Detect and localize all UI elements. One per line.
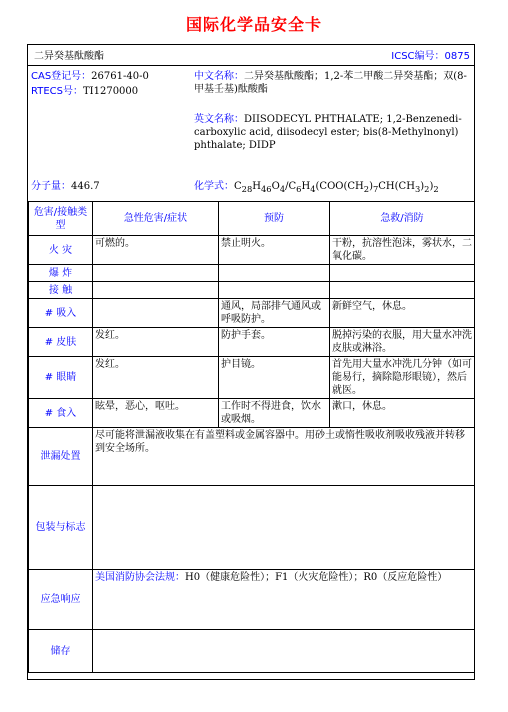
row-symptom (93, 282, 219, 299)
rtecs-value: TI1270000 (82, 86, 139, 97)
mw-value: 446.7 (71, 181, 100, 192)
chinese-name-value: 二异癸基酞酸酯；1,2-苯二甲酸二异癸基酯；双(8-甲基壬基)酞酸酯 (194, 71, 467, 95)
packaging-text (93, 486, 475, 570)
row-symptom (93, 265, 219, 282)
table-row (29, 357, 475, 399)
chemical-name-header: 二异癸基酞酸酯 (34, 51, 104, 62)
row-aid: 新鲜空气，休息。 (330, 299, 475, 328)
table-row (29, 328, 475, 357)
spill-text: 尽可能将泄漏液收集在有盖塑料或金属容器中。用砂土或惰性吸收剂吸收残液并转移到安全场所。 (93, 428, 475, 486)
icsc-label: ICSC编号： (391, 51, 445, 62)
icsc-value: 0875 (444, 51, 470, 62)
row-prevent: 禁止明火。 (219, 236, 330, 265)
row-symptom: 可燃的。 (93, 236, 219, 265)
row-type: 火 灾 (29, 236, 93, 265)
emergency-text (93, 570, 475, 630)
storage-text (93, 630, 475, 673)
row-prevent: 护目镜。 (219, 357, 330, 399)
chemical-formula (194, 180, 439, 196)
formula-value: $C_{28}H_{46}O_4/C_6H_4(COO(CH_2)_7CH(CH_3)_2)_2$ (234, 181, 439, 194)
header-aid: 急救/消防 (330, 202, 475, 236)
row-prevent (219, 282, 330, 299)
storage-row (29, 630, 475, 673)
row-aid: 首先用大量水冲洗几分钟（如可能易行，摘除隐形眼镜），然后就医。 (330, 357, 475, 399)
row-type: 接 触 (29, 282, 93, 299)
card-title: 国际化学品安全卡 (185, 15, 322, 34)
rtecs-number (31, 85, 138, 98)
cas-label: CAS登记号： (31, 71, 92, 82)
header-type: 危害/接触类型 (29, 202, 93, 236)
chinese-name-label: 中文名称： (194, 71, 244, 82)
row-aid: 漱口，休息。 (330, 399, 475, 428)
spill-row (29, 428, 475, 486)
row-prevent (219, 265, 330, 282)
table-row (29, 236, 475, 265)
english-name-label: 英文名称： (194, 114, 244, 125)
chinese-name (194, 70, 470, 96)
table-row (29, 299, 475, 328)
row-prevent: 防护手套。 (219, 328, 330, 357)
storage-label: 储存 (29, 630, 93, 673)
row-aid (330, 282, 475, 299)
safety-card (27, 44, 475, 680)
row-type: # 食入 (29, 399, 93, 428)
emergency-label: 应急响应 (29, 570, 93, 630)
row-aid (330, 265, 475, 282)
row-symptom: 发红。 (93, 328, 219, 357)
hazard-table (28, 201, 475, 673)
row-symptom: 发红。 (93, 357, 219, 399)
row-type: # 皮肤 (29, 328, 93, 357)
formula-label: 化学式： (194, 181, 234, 192)
packaging-label: 包装与标志 (29, 486, 93, 570)
packaging-row (29, 486, 475, 570)
spill-label: 泄漏处置 (29, 428, 93, 486)
row-symptom: 眩晕，恶心，呕吐。 (93, 399, 219, 428)
row-prevent: 通风，局部排气通风或呼吸防护。 (219, 299, 330, 328)
row-prevent: 工作时不得进食，饮水或吸烟。 (219, 399, 330, 428)
table-row (29, 399, 475, 428)
mw-label: 分子量： (31, 181, 71, 192)
row-type: # 眼睛 (29, 357, 93, 399)
row-type: 爆 炸 (29, 265, 93, 282)
row-type: # 吸入 (29, 299, 93, 328)
english-name-value: DIISODECYL PHTHALATE; 1,2-Benzenedi-carboxylic acid, diisodecyl ester; bis(8-Methylnonyl) phthalate; DIDP (194, 114, 462, 151)
table-header-row (29, 202, 475, 236)
emergency-row (29, 570, 475, 630)
cas-number (31, 70, 149, 83)
header-symptom: 急性危害/症状 (93, 202, 219, 236)
row-symptom (93, 299, 219, 328)
nfpa-label: 美国消防协会法规： (95, 572, 185, 583)
nfpa-value: H0（健康危险性）；F1（火灾危险性）；R0（反应危险性） (185, 572, 448, 583)
cas-value: 26761-40-0 (91, 71, 149, 82)
rtecs-label: RTECS号： (31, 86, 83, 97)
english-name (194, 113, 470, 152)
icsc-number (391, 50, 470, 63)
table-row (29, 265, 475, 282)
divider (28, 65, 474, 66)
header-prevent: 预防 (219, 202, 330, 236)
row-aid: 干粉，抗溶性泡沫，雾状水，二氧化碳。 (330, 236, 475, 265)
molecular-weight (31, 180, 100, 193)
table-row (29, 282, 475, 299)
row-aid: 脱掉污染的衣服，用大量水冲洗皮肤或淋浴。 (330, 328, 475, 357)
